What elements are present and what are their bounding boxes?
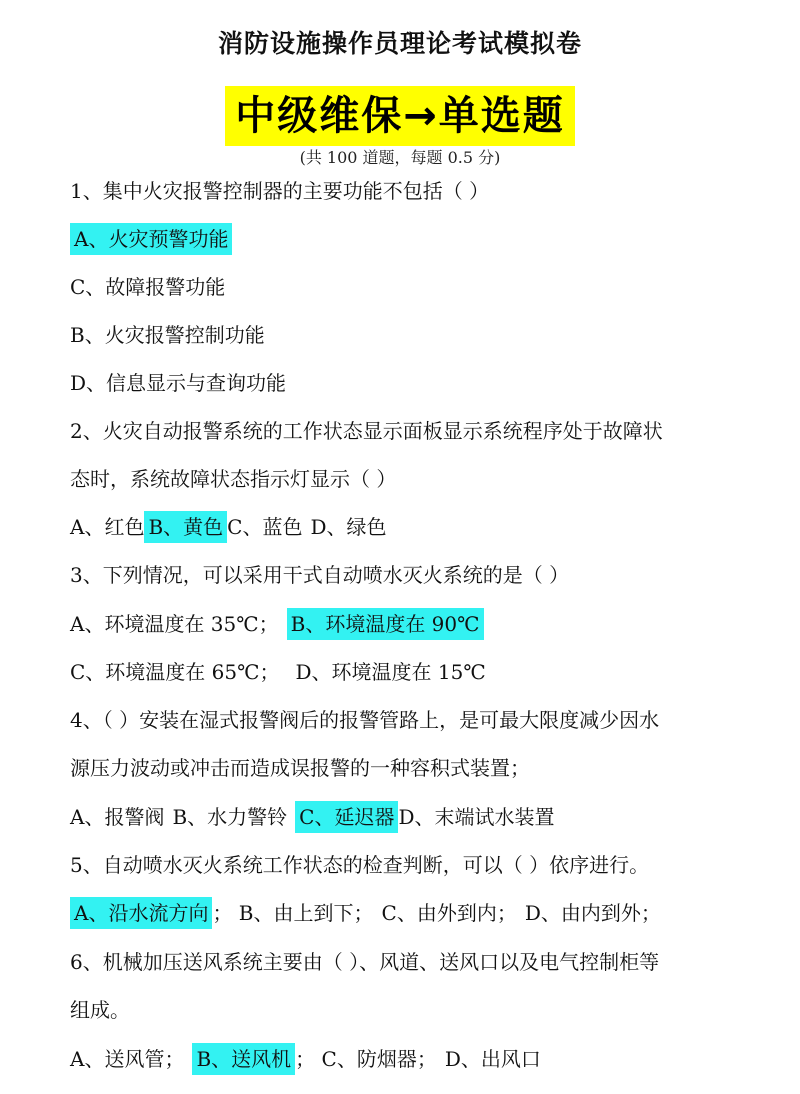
q1-option-b: B、火灾报警控制功能 [70,323,265,347]
page-title: 消防设施操作员理论考试模拟卷 [217,29,582,58]
q6-stem-line2: 组成。 [70,998,130,1022]
q4-option-a: A、报警阀 [70,805,165,829]
q6-option-d: D、出风口 [444,1047,541,1071]
q5-option-c: C、由外到内； [381,901,517,925]
q3-option-a: A、环境温度在 35℃； [70,612,279,636]
q3-options-row2 [70,657,486,687]
q1-option-c: C、故障报警功能 [70,275,226,299]
q5-stem: 5、自动喷水灭火系统工作状态的检查判断，可以（ ）依序进行。 [70,853,650,877]
q1-option-a [70,224,232,254]
q3-option-d: D、环境温度在 15℃ [295,660,486,684]
q6-answer-highlight: B、送风机 [192,1043,295,1075]
q3-stem: 3、下列情况，可以采用干式自动喷水灭火系统的是（ ） [70,563,570,587]
q2-stem-line1: 2、火灾自动报警系统的工作状态显示面板显示系统程序处于故障状 [70,419,663,443]
q4-stem-line1: 4、（ ）安装在湿式报警阀后的报警管路上，是可最大限度减少因水 [70,708,660,732]
q2-options [70,512,387,542]
q1-option-d: D、信息显示与查询功能 [70,371,287,395]
q4-option-d: D、末端试水装置 [398,805,555,829]
q3-option-c: C、环境温度在 65℃； [70,660,280,684]
q5-options [70,898,661,928]
section-banner: 中级维保→单选题 [225,86,575,146]
banner-container [0,86,800,146]
q5-option-b: ； B、由上到下； [212,901,374,925]
q2-option-d: D、绿色 [310,515,387,539]
score-note: (共 100 道题，每题 0.5 分) [299,148,501,167]
q4-stem-line2: 源压力波动或冲击而造成误报警的一种容积式装置； [70,756,530,780]
q6-option-a: A、送风管； [70,1047,185,1071]
q6-options [70,1044,541,1074]
q2-answer-highlight: B、黄色 [144,511,227,543]
q3-options-row1 [70,609,484,639]
q4-answer-highlight: C、延迟器 [295,801,398,833]
q2-option-a: A、红色 [70,515,145,539]
q6-option-c: ； C、防烟器； [295,1047,437,1071]
q1-answer-highlight: A、火灾预警功能 [70,223,232,255]
q5-answer-highlight: A、沿水流方向 [70,897,212,929]
q5-option-d: D、由内到外； [524,901,661,925]
q2-option-c: C、蓝色 [227,515,303,539]
q1-stem: 1、集中火灾报警控制器的主要功能不包括（ ） [70,179,490,203]
q2-stem-line2: 态时，系统故障状态指示灯显示（ ） [70,467,397,491]
q3-answer-highlight: B、环境温度在 90℃ [287,608,484,640]
q6-stem-line1: 6、机械加压送风系统主要由（ ）、风道、送风口以及电气控制柜等 [70,950,660,974]
q4-option-b: B、水力警铃 [172,805,288,829]
q4-options [70,802,555,832]
